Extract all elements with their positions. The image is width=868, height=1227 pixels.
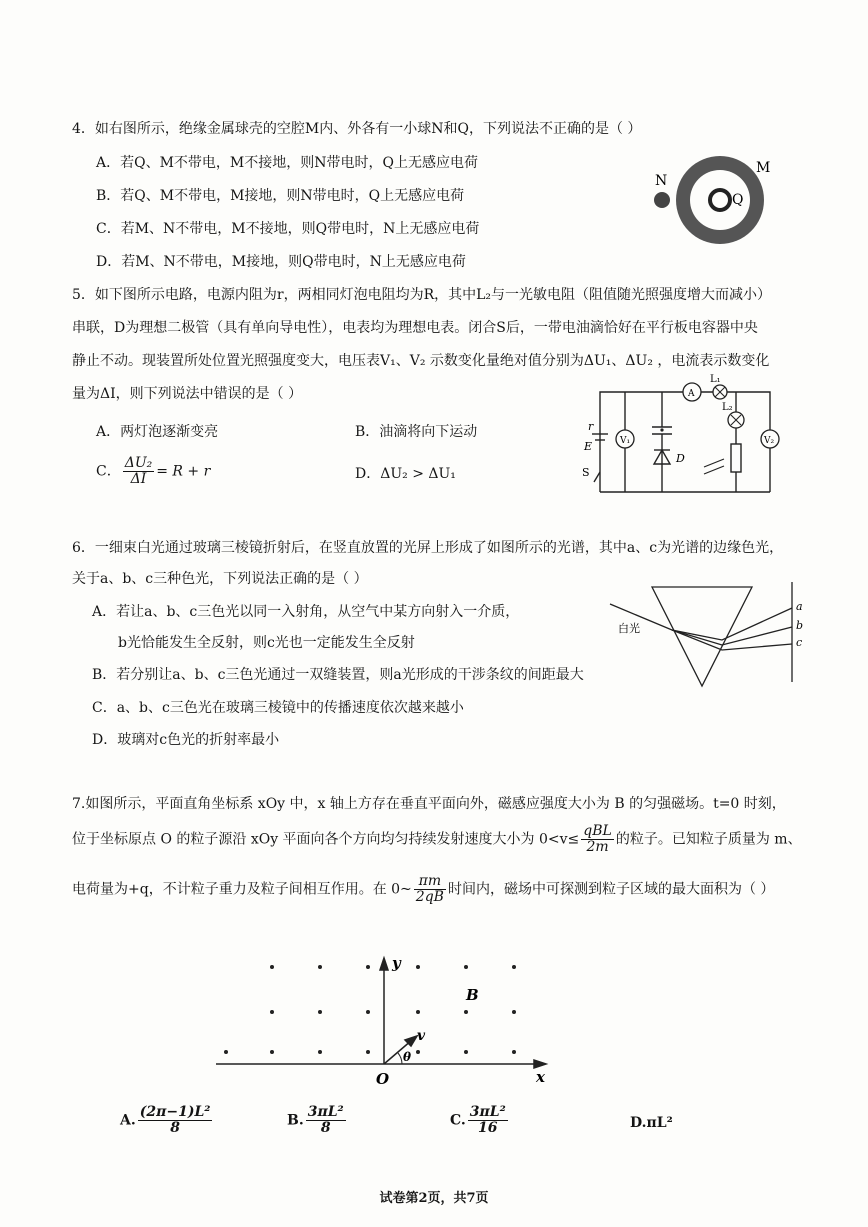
label-v1: V₁ (620, 436, 631, 446)
label-v2: V₂ (764, 436, 775, 446)
label-r: r (588, 420, 594, 433)
q5-option-c: C． $\frac{\text{ΔU₂}}{\Delta I}$ = R + r (96, 455, 211, 487)
label-q: Q (732, 192, 744, 208)
q6-line-1: 6．一细束白光通过玻璃三棱镜折射后，在竖直放置的光屏上形成了如图所示的光谱，其中a、c为光谱的边缘色光， (72, 540, 784, 556)
q4-stem: 4．如右图所示，绝缘金属球壳的空腔M内、外各有一小球N和Q，下列说法不正确的是（ ） (72, 121, 642, 137)
q7-field-figure (212, 950, 562, 1090)
q4-option-b: B．若Q、M不带电，M接地，则N带电时，Q上无感应电荷 (96, 188, 465, 204)
q7-option-a: A. $\frac{\text{(2π−1)L²}}{8}$ (120, 1104, 211, 1136)
q7-option-b: B. $\frac{\text{3πL²}}{8}$ (287, 1104, 344, 1136)
q7-line-2: 位于坐标原点 O 的粒子源沿 xOy 平面向各个方向均匀持续发射速度大小为 0<v≤ $\frac{\text{qBL}}{2m}$ 的粒子。已知粒子质量为 m、 (72, 823, 802, 855)
q6-line-2: 关于a、b、c三种色光，下列说法正确的是（ ） (72, 571, 368, 587)
q6-option-c: C．a、b、c三色光在玻璃三棱镜中的传播速度依次越来越小 (92, 700, 464, 716)
q6-option-d: D．玻璃对c色光的折射率最小 (92, 732, 280, 748)
label-v: v (417, 1028, 426, 1044)
label-a: a (796, 600, 803, 613)
q5-circuit-figure (580, 372, 790, 502)
q5-option-b: B．油滴将向下运动 (355, 424, 478, 440)
q5-line-4: 量为ΔI，则下列说法中错误的是（ ） (72, 386, 303, 402)
label-l1: L₁ (710, 374, 721, 385)
label-s: S (582, 466, 590, 479)
q6-option-a-2: b光恰能发生全反射，则c光也一定能发生全反射 (118, 635, 415, 651)
q5-line-1: 5．如下图所示电路，电源内阻为r，两相同灯泡电阻均为R，其中L₂与一光敏电阻（阻值随光照强度增大而减小） (72, 287, 772, 303)
ball-n (654, 192, 670, 208)
label-x: x (536, 1068, 545, 1086)
q4-sphere-figure (640, 150, 780, 260)
label-theta: θ (403, 1050, 412, 1064)
q6-option-b: B．若分别让a、b、c三色光通过一双缝装置，则a光形成的干涉条纹的间距最大 (92, 667, 584, 683)
q7-line-3: 电荷量为+q，不计粒子重力及粒子间相互作用。在 0~ $\frac{\pi m}{2qB}$ 时间内，磁场中可探测到粒子区域的最大面积为（ ） (72, 873, 775, 905)
q6-option-a-1: A．若让a、b、c三色光以同一入射角，从空气中某方向射入一介质， (92, 604, 520, 620)
label-white-light: 白光 (618, 622, 640, 635)
q5-option-a: A．两灯泡逐渐变亮 (96, 424, 219, 440)
label-m: M (756, 160, 771, 176)
page-footer: 试卷第2页，共7页 (379, 1191, 489, 1206)
label-b: b (796, 619, 804, 632)
label-n: N (655, 173, 668, 189)
q5-line-2: 串联，D为理想二极管（具有单向导电性），电表均为理想电表。闭合S后，一带电油滴恰好在平行板电容器中央 (72, 320, 758, 336)
label-c: c (796, 636, 803, 649)
label-d: D (676, 452, 685, 465)
q6-prism-figure (610, 582, 810, 692)
label-o: O (376, 1070, 390, 1088)
q7-line-1: 7.如图所示，平面直角坐标系 xOy 中，x 轴上方存在垂直平面向外，磁感应强度大小为 B 的匀强磁场。t=0 时刻， (72, 796, 786, 812)
q5-option-d: D．ΔU₂ > ΔU₁ (355, 466, 456, 482)
q4-option-c: C．若M、N不带电，M不接地，则Q带电时，N上无感应电荷 (96, 221, 480, 237)
q7-option-c: C. $\frac{\text{3πL²}}{16}$ (450, 1104, 506, 1136)
label-y: y (392, 954, 401, 972)
label-e: E (584, 440, 593, 453)
q5-line-3: 静止不动。现装置所处位置光照强度变大，电压表V₁、V₂ 示数变化量绝对值分别为ΔU₁、ΔU₂ ，电流表示数变化 (72, 353, 770, 369)
label-a: A (688, 389, 695, 399)
q4-option-a: A．若Q、M不带电，M不接地，则N带电时，Q上无感应电荷 (96, 155, 478, 171)
label-l2: L₂ (722, 402, 733, 413)
field-dots (224, 965, 516, 1054)
q4-option-d: D．若M、N不带电，M接地，则Q带电时，N上无感应电荷 (96, 254, 466, 270)
q7-option-d: D.πL² (630, 1115, 673, 1131)
label-b: B (466, 986, 479, 1004)
